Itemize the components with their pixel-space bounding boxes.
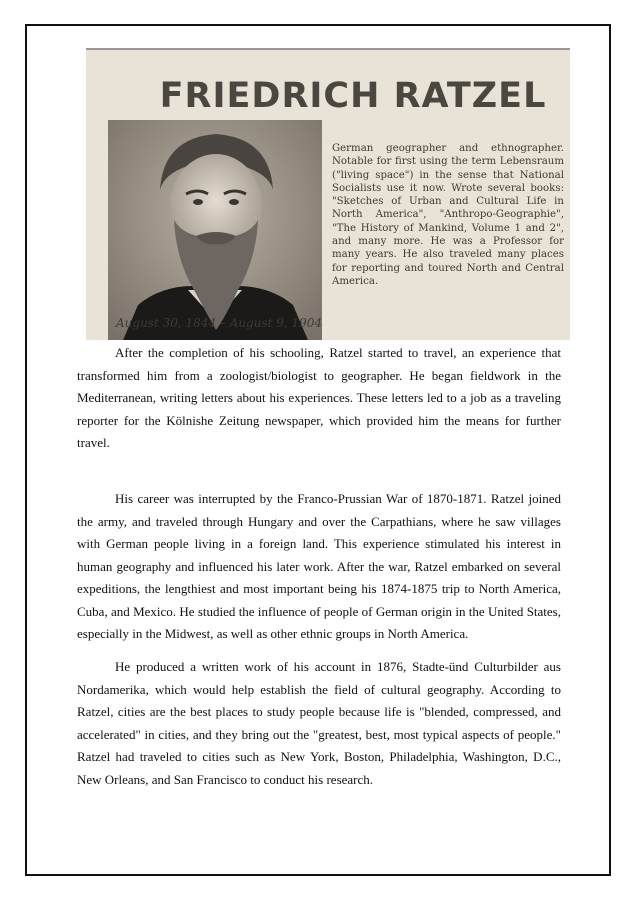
body-paragraph-1 [77, 342, 561, 455]
body-paragraph-2 [77, 488, 561, 646]
portrait-banner [86, 48, 570, 340]
banner-dates: August 30, 1844 – August 9, 1904 [116, 316, 323, 330]
banner-description: German geographer and ethnographer. Notable for first using the term Lebensraum ("living space") in the sense that National Socialists use it now. Wrote several books: "Sketches of Urban and Cultural Life in North America", "Anthropo-Geographie", "The History of Mankind, Volume 1 and 2", and many more. He was a Professor for many years. He also traveled many places for reporting and toured North and Central America. [332, 143, 564, 287]
portrait-image [108, 120, 322, 340]
paragraph-text: His career was interrupted by the Franco-Prussian War of 1870-1871. Ratzel joined the army, and traveled through Hungary and over the Carpathians, where he saw villages with German people living in a foreign land. This experience stimulated his interest in human geography and influenced his later work. After the war, Ratzel embarked on several expeditions, the lengthiest and most important being his 1874-1875 trip to North America, Cuba, and Mexico. He studied the influence of people of German origin in the United States, especially in the Midwest, as well as other ethnic groups in North America. [77, 491, 561, 641]
paragraph-text: After the completion of his schooling, Ratzel started to travel, an experience that transformed him from a zoologist/biologist to geographer. He began fieldwork in the Mediterranean, writing letters about his experiences. These letters led to a job as a traveling reporter for the Kölnishe Zeitung newspaper, which provided him the means for further travel. [77, 345, 561, 450]
banner-title: FRIEDRICH RATZEL [159, 76, 547, 116]
paragraph-text: He produced a written work of his account in 1876, Stadte-ünd Culturbilder aus Nordamerika, which would help establish the field of cultural geography. According to Ratzel, cities are the best places to study people because life is "blended, compressed, and accelerated" in cities, and they bring out the "greatest, best, most typical aspects of people." Ratzel had traveled to cities such as New York, Boston, Philadelphia, Washington, D.C., New Orleans, and San Francisco to conduct his research. [77, 659, 561, 787]
body-paragraph-3 [77, 656, 561, 791]
